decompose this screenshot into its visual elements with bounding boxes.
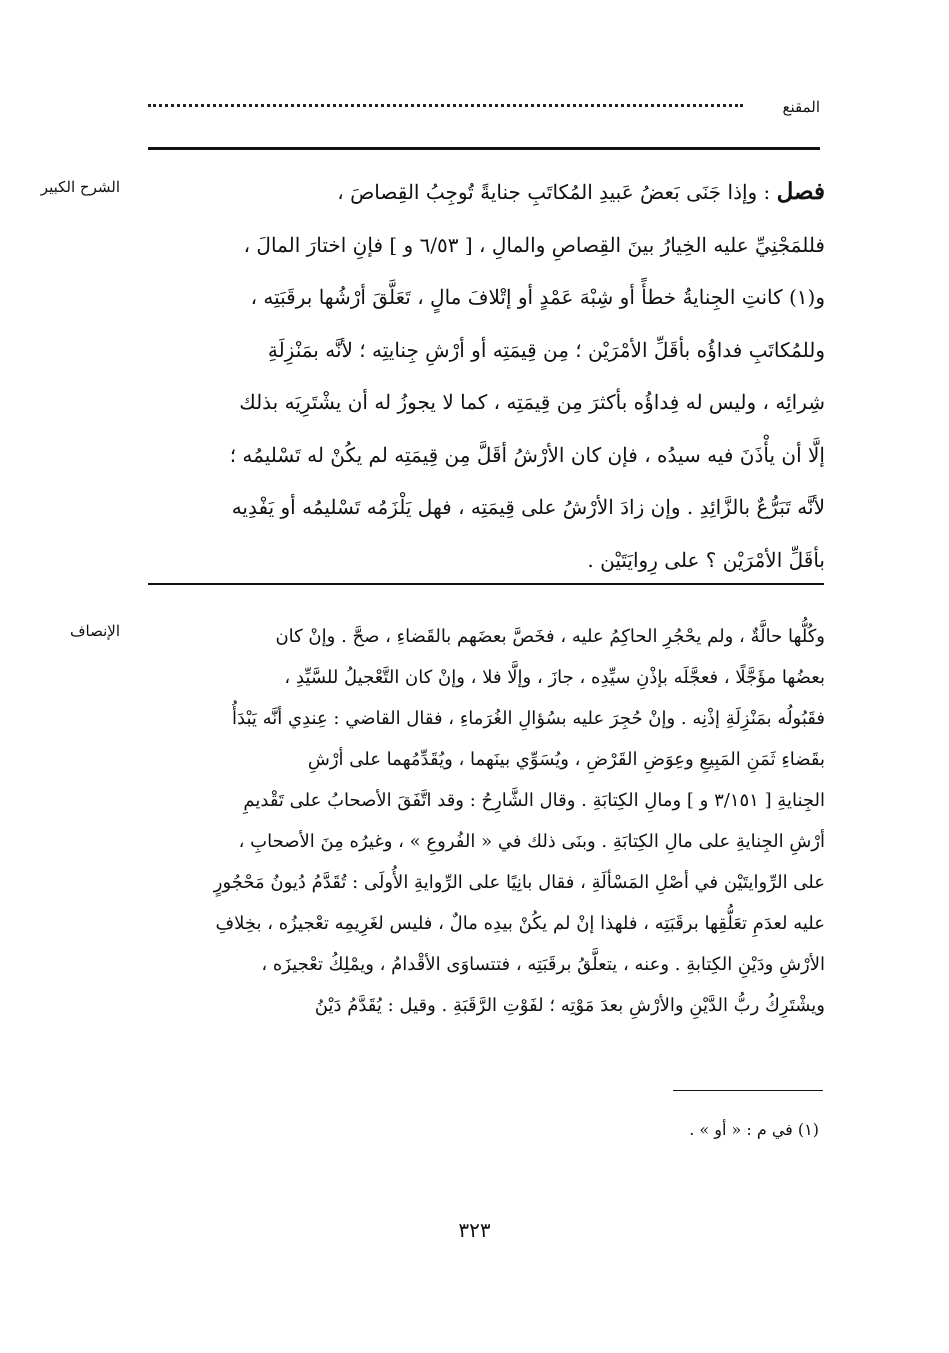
insaf-line-1: وكُلُّها حالَّةٌ ، ولم يحْجُرِ الحاكِمُ عليه ، فخَصَّ بعضَهم بالقَضاءِ ، صحَّ . وإنْ كان bbox=[275, 626, 825, 647]
sharh-line-6: إلَّا أن يأْذَنَ فيه سيدُه ، فإن كان الأرْشُ أقَلَّ مِن قِيمَتِه لم يكُنْ له تَسْليمُه ؛ bbox=[229, 442, 825, 467]
running-header bbox=[80, 98, 820, 128]
insaf-line-4: بقَضاءِ ثَمَنِ المَبِيعِ وعِوَضِ القَرْضِ ، ويُسَوِّي بينَهما ، ويُقَدِّمُهما على أرْشِ bbox=[307, 749, 825, 770]
sharh-line-3: و(١) كانتِ الجِنايةُ خطأً أو شِبْهَ عَمْدٍ أو إتْلافَ مالٍ ، تَعَلَّقَ أرْشُها برقَبَتِه ، bbox=[250, 285, 825, 309]
sharh-line-7: لأنَّه تَبَرُّعٌ بالزَّائِدِ . وإن زادَ الأرْشُ على قِيمَتِه ، فهل يَلْزَمُه تَسْليمُه أو يَفْدِيه bbox=[231, 495, 825, 519]
footnote-rule bbox=[673, 1090, 823, 1091]
sharh-line-1: فصل : وإذا جَنَى بَعضُ عَبيدِ المُكاتَبِ جنايةً تُوجِبُ القِصاصَ ، bbox=[337, 178, 825, 205]
section-label-sharh: الشرح الكبير bbox=[40, 178, 120, 196]
insaf-line-9: الأرْشِ ودَيْنِ الكِتابةِ . وعنه ، يتعلَّقُ برقَبَتِه ، فتتساوَى الأقْدامُ ، ويمْلِكُ تعْجيزَه ، bbox=[261, 954, 825, 975]
insaf-line-10: ويشْتَرِكُ ربُّ الدَّيْنِ والأرْشِ بعدَ مَوْتِه ؛ لفَوْتِ الرَّقَبَةِ . وقيل : يُقَدَّمُ دَيْنُ bbox=[314, 995, 825, 1016]
insaf-text-block bbox=[145, 616, 825, 1026]
insaf-line-3: فقَبُولُه بمَنْزِلَةِ إذْنِه . وإنْ حُجِرَ عليه بسُؤالِ الغُرَماءِ ، فقال القاضي : عِندِي أنَّه يَبْدَأُ bbox=[232, 708, 825, 729]
insaf-line-7: على الرِّوايتَيْن في أصْلِ المَسْألَةِ ، فقال بانِيًا على الرِّوايةِ الأُولَى : تُقَدَّمُ دُيونُ مَحْجُورٍ bbox=[213, 872, 825, 893]
header-rule bbox=[148, 147, 820, 150]
footnote: (١) في م : « أو » . bbox=[689, 1120, 819, 1139]
sharh-line-4: وللمُكاتَبِ فداؤُه بأقَلِّ الأمْرَيْن ؛ مِن قِيمَتِه أو أرْشِ جِنايتِه ؛ لأنَّه بمَنْزِلَةِ bbox=[267, 337, 825, 362]
insaf-line-5: الجِنايةِ [ ٣/١٥١ و ] ومالِ الكِتابَةِ . وقال الشَّارِحُ : وقد اتَّفَقَ الأصحابُ على تَقْديمِ bbox=[243, 790, 825, 811]
running-title: المقنع bbox=[782, 98, 820, 116]
fasl-heading: فصل bbox=[776, 178, 825, 205]
insaf-line-8: عليه لعدَمِ تعَلُّقِها برقَبَتِه ، فلهذا إنْ لم يكُنْ بيدِه مالٌ ، فليس لغَرِيمِه تعْجيزُه ، بخِلافِ bbox=[215, 913, 825, 934]
header-dot-leader bbox=[148, 104, 743, 107]
insaf-line-6: أرْشِ الجِنايةِ على مالِ الكِتابَةِ . وبنَى ذلك في « الفُروعِ » ، وغيرُه مِنَ الأصحابِ ، bbox=[238, 831, 825, 852]
sharh-line-2: فللمَجْنِيِّ عليه الخِيارُ بينَ القِصاصِ والمالِ ، [ ٦/٥٣ و ] فإنِ اختارَ المالَ ، bbox=[243, 232, 825, 257]
sharh-line-8: بأقَلِّ الأمْرَيْن ؟ على رِوايَتَيْن . bbox=[587, 547, 825, 572]
page-number: ٣٢٣ bbox=[458, 1218, 491, 1242]
insaf-line-2: بعضُها مؤَجَّلًا ، فعجَّلَه بإذْنِ سيِّدِه ، جازَ ، وإلَّا فلا ، وإنْ كان التَّعْجيلُ للسَّيِّدِ ، bbox=[284, 667, 825, 688]
sharh-line-5: شِرائِه ، وليس له فِداؤُه بأكثرَ مِن قِيمَتِه ، كما لا يجوزُ له أن يشْتَرِيَه بذلك bbox=[239, 390, 825, 414]
section-divider bbox=[148, 583, 824, 585]
sharh-text-block bbox=[145, 166, 825, 586]
section-label-insaf: الإنصاف bbox=[69, 622, 120, 640]
